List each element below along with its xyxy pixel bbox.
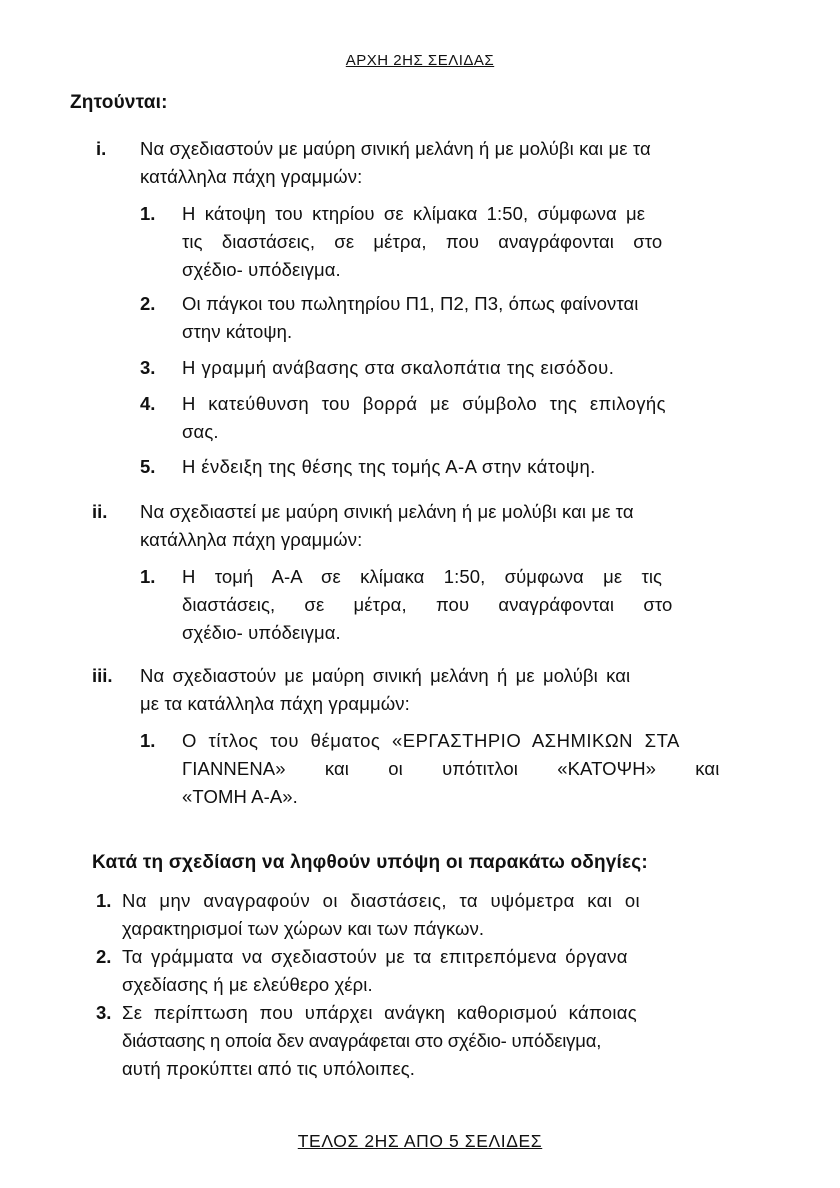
item-text-line: διαστάσεις, σε μέτρα, που αναγράφονται στο xyxy=(182,594,673,615)
guideline-text-line: διάστασης η οποία δεν αναγράφεται στο σχέδιο- υπόδειγμα, xyxy=(122,1030,602,1051)
guideline-marker: 1. xyxy=(96,890,112,911)
item-marker: 5. xyxy=(140,456,156,477)
page-footer: ΤΕΛΟΣ 2ΗΣ ΑΠΟ 5 ΣΕΛΙΔΕΣ xyxy=(297,1131,543,1151)
item-marker: 1. xyxy=(140,203,156,224)
requirements-heading: Ζητούνται: xyxy=(70,92,168,113)
guideline-marker: 3. xyxy=(96,1002,112,1023)
section-text-line: με τα κατάλληλα πάχη γραμμών: xyxy=(140,693,410,714)
item-text-line: «ΤΟΜΗ Α-Α». xyxy=(182,786,298,807)
guidelines-heading: Κατά τη σχεδίαση να ληφθούν υπόψη οι παρακάτω οδηγίες: xyxy=(92,852,648,873)
guideline-marker: 2. xyxy=(96,946,112,967)
item-text-line: Ο τίτλος του θέματος «ΕΡΓΑΣΤΗΡΙΟ ΑΣΗΜΙΚΩΝ ΣΤΑ xyxy=(182,730,680,751)
item-text-line: σας. xyxy=(182,421,219,442)
item-text-line: Η τομή Α-Α σε κλίμακα 1:50, σύμφωνα με τις xyxy=(182,566,663,587)
item-text-line: τις διαστάσεις, σε μέτρα, που αναγράφονται στο xyxy=(182,231,663,252)
item-text-line: σχέδιο- υπόδειγμα. xyxy=(182,622,341,643)
item-marker: 4. xyxy=(140,393,156,414)
section-text-line: Να σχεδιαστούν με μαύρη σινική μελάνη ή με μολύβι και xyxy=(140,665,631,686)
section-marker: iii. xyxy=(92,665,113,686)
page-header: ΑΡΧΗ 2ΗΣ ΣΕΛΙΔΑΣ xyxy=(345,52,495,69)
item-text-line: Η ένδειξη της θέσης της τομής Α-Α στην κάτοψη. xyxy=(182,456,596,477)
item-text-line: Η κάτοψη του κτηρίου σε κλίμακα 1:50, σύμφωνα με xyxy=(182,203,646,224)
section-text-line: Να σχεδιαστεί με μαύρη σινική μελάνη ή με μολύβι και με τα xyxy=(140,501,634,522)
item-text-line: Η γραμμή ανάβασης στα σκαλοπάτια της εισόδου. xyxy=(182,357,615,378)
section-text-line: κατάλληλα πάχη γραμμών: xyxy=(140,166,363,187)
section-marker: ii. xyxy=(92,501,108,522)
guideline-text-line: χαρακτηρισμοί των χώρων και των πάγκων. xyxy=(122,918,485,939)
guideline-text-line: αυτή προκύπτει από τις υπόλοιπες. xyxy=(122,1058,415,1079)
item-text-line: σχέδιο- υπόδειγμα. xyxy=(182,259,341,280)
item-text-line: ΓΙΑΝΝΕΝΑ» και οι υπότιτλοι «ΚΑΤΟΨΗ» και xyxy=(182,758,720,779)
guideline-text-line: Σε περίπτωση που υπάρχει ανάγκη καθορισμού κάποιας xyxy=(122,1002,638,1023)
section-text-line: Να σχεδιαστούν με μαύρη σινική μελάνη ή με μολύβι και με τα xyxy=(140,138,651,159)
item-text-line: Η κατεύθυνση του βορρά με σύμβολο της επιλογής xyxy=(182,393,666,414)
item-marker: 3. xyxy=(140,357,156,378)
item-marker: 1. xyxy=(140,566,156,587)
section-marker: i. xyxy=(96,138,107,159)
guideline-text-line: Να μην αναγραφούν οι διαστάσεις, τα υψόμετρα και οι xyxy=(122,890,641,911)
item-marker: 1. xyxy=(140,730,156,751)
guideline-text-line: Τα γράμματα να σχεδιαστούν με τα επιτρεπόμενα όργανα xyxy=(122,946,628,967)
item-text-line: στην κάτοψη. xyxy=(182,321,293,342)
section-text-line: κατάλληλα πάχη γραμμών: xyxy=(140,529,363,550)
item-text-line: Οι πάγκοι του πωλητηρίου Π1, Π2, Π3, όπως φαίνονται xyxy=(182,293,639,314)
guideline-text-line: σχεδίασης ή με ελεύθερο χέρι. xyxy=(122,974,373,995)
item-marker: 2. xyxy=(140,293,156,314)
